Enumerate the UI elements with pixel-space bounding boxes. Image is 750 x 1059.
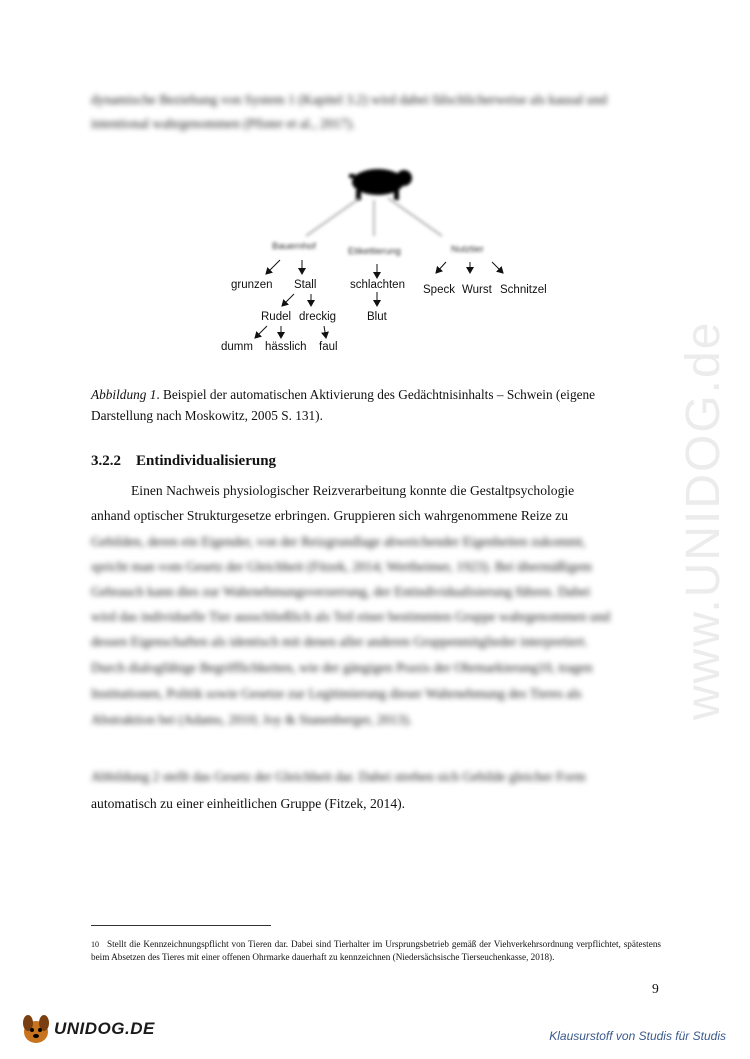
section-number: 3.2.2 [91, 453, 121, 469]
page-number: 9 [652, 981, 659, 996]
blurred-text-line: intentional wahrgenommen (Pfister et al., 2017). [91, 116, 356, 131]
blurred-text-line: dynamische Beziehung von System 1 (Kapitel 3.2) wird dabei fälschlicherweise als kausal und [91, 92, 608, 107]
diagram-word: schlachten [350, 279, 405, 291]
caption-text: Darstellung nach Moskowitz, 2005 S. 131). [91, 408, 323, 423]
brand-name: UNIDOG.DE [54, 1019, 155, 1038]
footnote-rule [91, 925, 271, 926]
section-title: Entindividualisierung [136, 453, 277, 469]
diagram-word: faul [319, 341, 338, 353]
category-label: Etikettierung [348, 246, 401, 257]
diagram-word: dreckig [299, 311, 337, 323]
blurred-text-line: Abbildung 2 stellt das Gesetz der Gleichheit dar. Dabei streben sich Gebilde gleicher Form [91, 769, 586, 784]
diagram-arrows [0, 0, 750, 380]
diagram-word: hässlich [265, 341, 307, 353]
diagram-word: Stall [294, 279, 317, 291]
blurred-text-line: wird das individuelle Tier ausschließlich als Teil einer bestimmten Gruppe wahrgenommen und [91, 609, 611, 624]
watermark: www.UNIDOG.de [677, 320, 730, 720]
blurred-text-line: Gebilden, deren ein Eigender, von der Reizgrundlage abweichender Eigenheiten zukommt, [91, 534, 586, 549]
blurred-text-line: Gebrauch kann dies zur Wahrnehmungsverzerrung, der Entindividualisierung führen. Dabei [91, 584, 591, 599]
blurred-text-line: Durch dialogfähige Begrifflichkeiten, wie der gängigen Praxis der Ohrmarkierung10, tragen [91, 660, 593, 675]
paragraph-line: anhand optischer Strukturgesetze erbringen. Gruppieren sich wahrgenommene Reize zu [91, 508, 569, 523]
footnote-number: 10 [91, 940, 99, 949]
blurred-text-line: Institutionen, Politik sowie Gesetze zur Legitimierung dieser Wahrnehmung des Tieres als [91, 686, 582, 701]
dog-icon [18, 1010, 54, 1046]
category-label: Nutztier [451, 244, 484, 255]
caption-text: . Beispiel der automatischen Aktivierung des Gedächtnisinhalts – Schwein (eigene [156, 387, 596, 402]
blurred-text-line: dessen Eigenschaften als identisch mit denen aller anderen Gruppenmitglieder interpretiert. [91, 634, 588, 649]
diagram-word: Schnitzel [500, 284, 547, 296]
category-label: Bauernhof [272, 241, 316, 252]
section-heading [91, 453, 276, 470]
footnote-text: Stellt die Kennzeichnungspflicht von Tieren dar. Dabei sind Tierhalter im Ursprungsbetrieb gemäß der Viehverkehrsordnung verpflichtet, spätestens beim Absetzen des Tieres mit einer offenen Ohrmarke dauerhaft zu kennzeichnen (Niedersächsische Tierseuchenkasse, 2018). [91, 939, 661, 962]
footnote [91, 938, 661, 964]
diagram-word: grunzen [231, 279, 273, 291]
diagram-word: dumm [221, 341, 253, 353]
caption-label: Abbildung 1 [91, 387, 157, 402]
diagram-word: Blut [367, 311, 387, 323]
paragraph-line: Einen Nachweis physiologischer Reizverarbeitung konnte die Gestaltpsychologie [131, 483, 575, 498]
blurred-text-line: spricht man vom Gesetz der Gleichheit (Fitzek, 2014; Wertheimer, 1923). Bei übermäßigem [91, 559, 592, 574]
tagline: Klausurstoff von Studis für Studis [549, 1029, 726, 1043]
diagram-word: Wurst [462, 284, 492, 296]
diagram-word: Rudel [261, 311, 292, 323]
pig-icon [349, 169, 412, 200]
figure-caption [91, 384, 661, 426]
paragraph-line: automatisch zu einer einheitlichen Gruppe (Fitzek, 2014). [91, 796, 406, 811]
blurred-text-line: Abstraktion bei (Adams, 2010; Joy & Stanenberger, 2013). [91, 712, 412, 727]
diagram-word: Speck [423, 284, 455, 296]
